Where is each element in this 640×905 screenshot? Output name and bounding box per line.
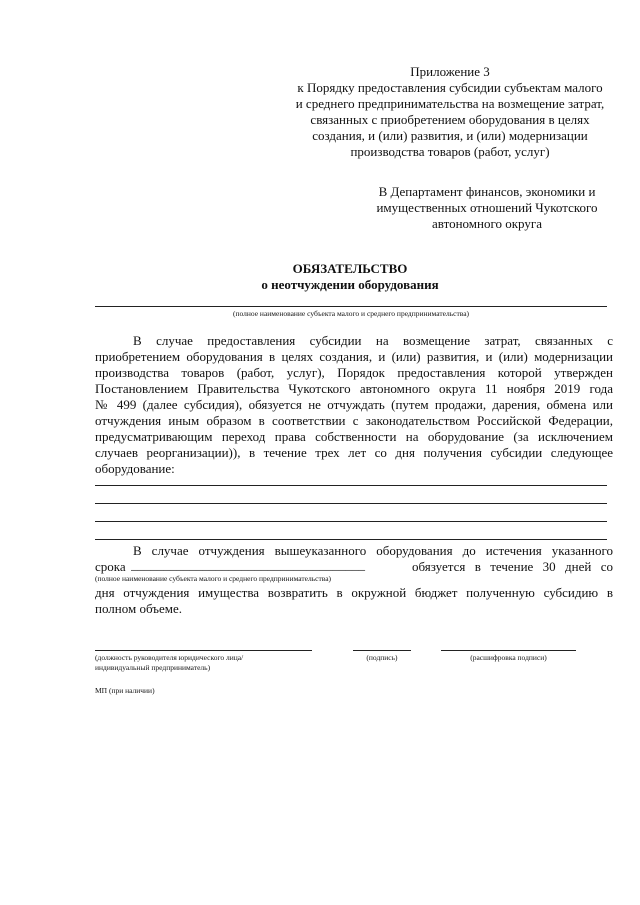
heading-title: ОБЯЗАТЕЛЬСТВО [292,261,408,276]
equipment-line[interactable] [95,503,607,504]
paragraph-line: производства товаров (работ, услуг), Порядок предоставления которой утвержден [95,365,613,380]
entity-name-caption: (полное наименование субъекта малого и среднего предпринимательства) [232,309,470,318]
decoding-line[interactable] [441,650,576,651]
position-line[interactable] [95,650,312,651]
refund-paragraph [95,585,613,617]
appendix-line: производства товаров (работ, услуг) [350,144,550,159]
equipment-line[interactable] [95,485,607,486]
paragraph-line: предусматривающим переход права собственности на оборудование (за исключением [95,429,613,444]
entity-name-line [95,306,607,307]
paragraph-line: Постановлением Правительства Чукотского автономного округа 11 ноября 2019 года [95,381,613,396]
heading-subtitle: о неотчуждении оборудования [261,277,439,292]
paragraph-line: оборудование: [95,461,175,476]
appendix-line: к Порядку предоставления субсидии субъектам малого [297,80,603,95]
position-caption [95,653,335,673]
decoding-caption: (расшифровка подписи) [470,653,547,662]
addressee-line: автономного округа [432,216,542,231]
addressee-block [352,184,622,232]
paragraph-line: отчуждения иным образом в соответствии с законодательством Российской Федерации, [95,413,613,428]
signature-line[interactable] [353,650,411,651]
signature-caption: (подпись) [366,653,398,662]
appendix-line: связанных с приобретением оборудования в целях [310,112,590,127]
appendix-block [280,64,620,160]
paragraph-line: дня отчуждения имущества возвратить в окружной бюджет полученную субсидию в [95,585,613,600]
equipment-line[interactable] [95,539,607,540]
refund-paragraph-line-1: В случае отчуждения вышеуказанного оборудования до истечения указанного [133,543,613,558]
document-heading [160,261,540,293]
term-tail: обязуется в течение 30 дней со [412,559,613,574]
paragraph-line: В случае предоставления субсидии на возмещение затрат, связанных с [133,333,613,348]
appendix-line: создания, и (или) развития, и (или) модернизации [312,128,588,143]
position-caption-line: индивидуальный предприниматель) [95,663,211,672]
paragraph-line: № 499 (далее субсидия), обязуется не отчуждать (путем продажи, дарения, обмена или [95,397,613,412]
appendix-title: Приложение 3 [410,64,490,79]
paragraph-line: приобретением оборудования в целях создания, и (или) развития, и (или) модернизации [95,349,613,364]
term-caption: (полное наименование субъекта малого и среднего предпринимательства) [95,574,332,583]
term-label: срока [95,559,126,574]
addressee-line: имущественных отношений Чукотского [376,200,598,215]
appendix-line: и среднего предпринимательства на возмещение затрат, [295,96,605,111]
stamp-note: МП (при наличии) [95,686,155,695]
obligation-paragraph [95,333,613,477]
paragraph-line: случаев реорганизации)), в течение трех лет со дня получения субсидии следующее [95,445,613,460]
term-blank[interactable]: ____________________________________ [131,557,365,572]
addressee-line: В Департамент финансов, экономики и [378,184,596,199]
position-caption-line: (должность руководителя юридического лица/ [95,653,244,662]
equipment-line[interactable] [95,521,607,522]
paragraph-line: полном объеме. [95,601,182,616]
